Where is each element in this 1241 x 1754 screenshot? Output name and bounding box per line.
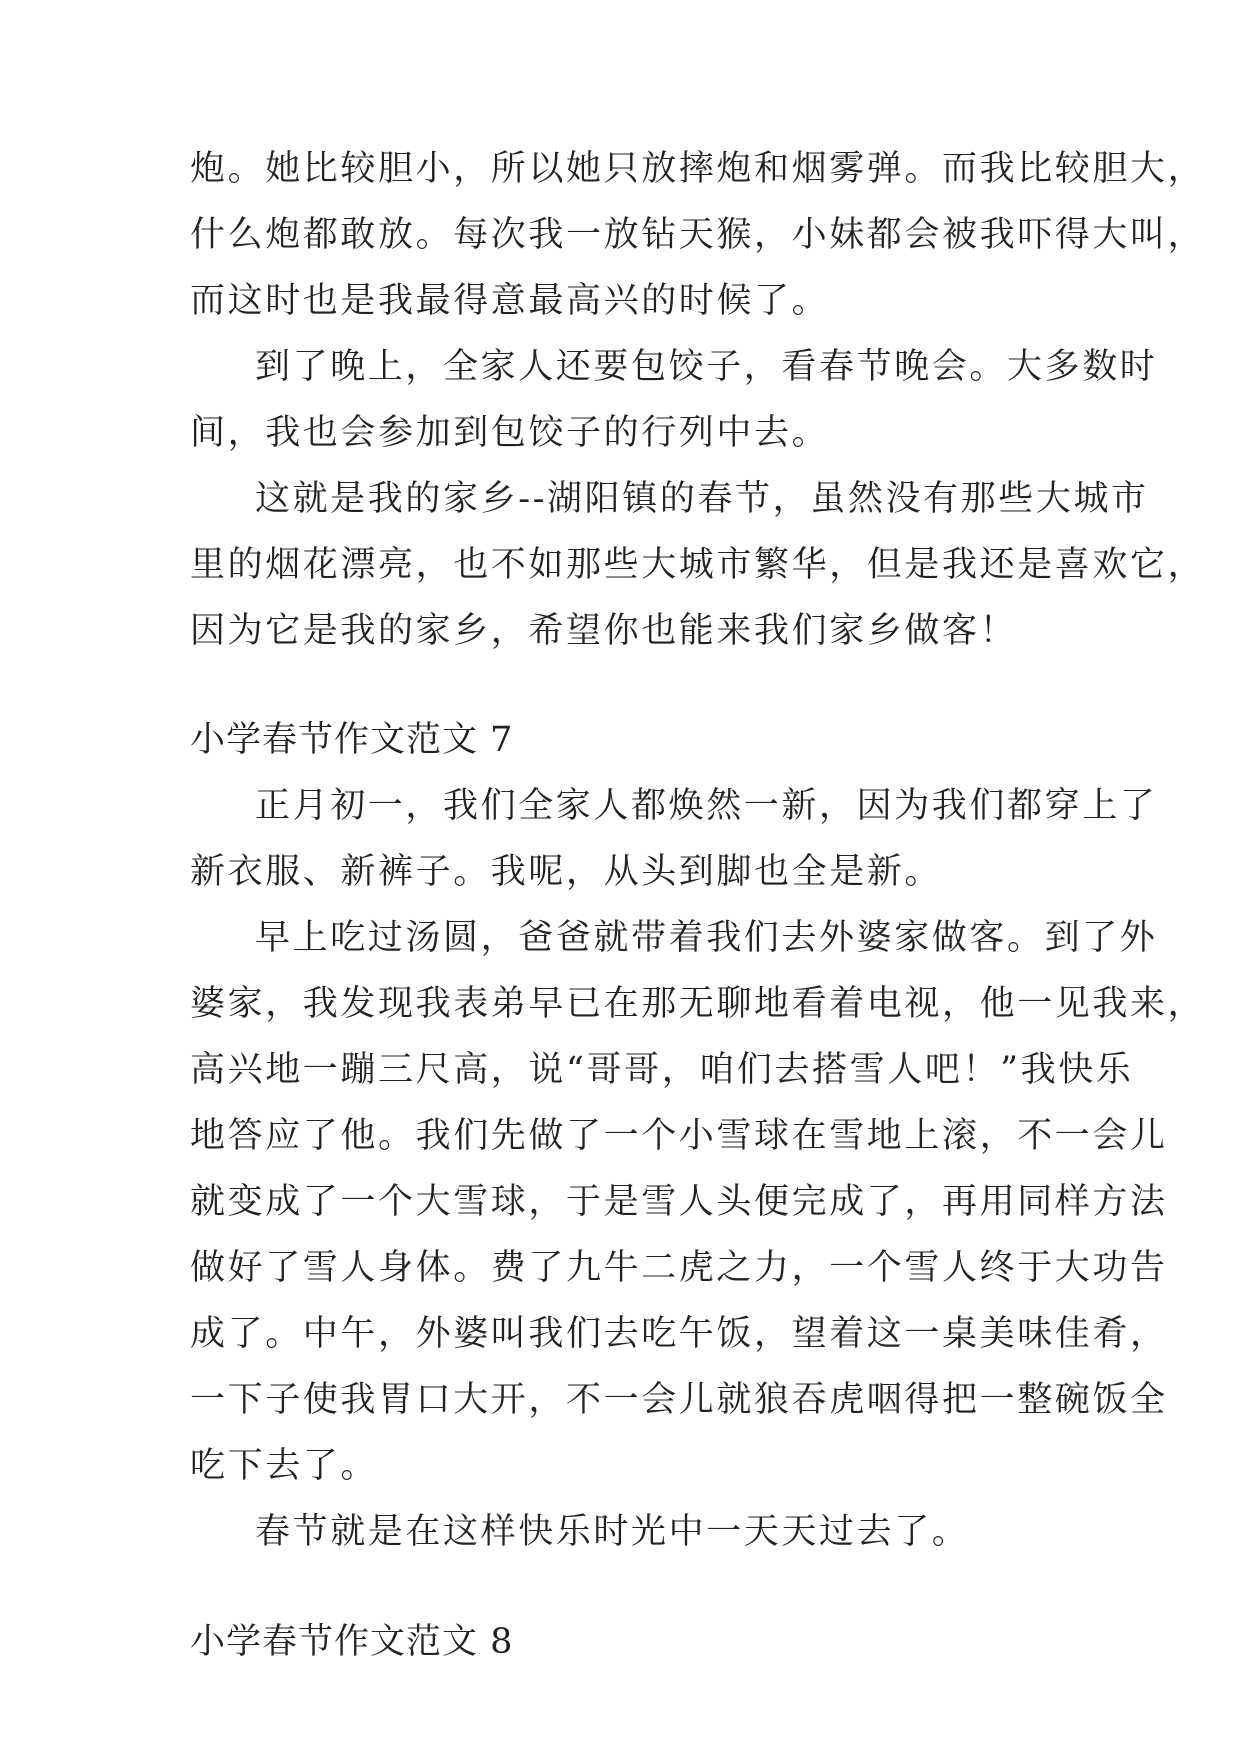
text-line: 就变成了一个大雪球，于是雪人头便完成了，再用同样方法: [190, 1182, 1168, 1222]
paragraph-first-line: 早上吃过汤圆，爸爸就带着我们去外婆家做客。到了外: [255, 918, 1158, 958]
text-line: 地答应了他。我们先做了一个小雪球在雪地上滚，不一会儿: [190, 1116, 1168, 1156]
text-line: 一下子使我胃口大开，不一会儿就狼吞虎咽得把一整碗饭全: [190, 1380, 1168, 1420]
text-line: 里的烟花漂亮，也不如那些大城市繁华，但是我还是喜欢它，: [190, 545, 1206, 585]
text-line: 什么炮都敢放。每次我一放钻天猴，小妹都会被我吓得大叫，: [190, 215, 1206, 255]
text-line: 做好了雪人身体。费了九牛二虎之力，一个雪人终于大功告: [190, 1248, 1168, 1288]
text-line: 而这时也是我最得意最高兴的时候了。: [190, 281, 830, 321]
text-line: 炮。她比较胆小，所以她只放摔炮和烟雾弹。而我比较胆大，: [190, 149, 1206, 189]
text-line: 高兴地一蹦三尺高，说“哥哥，咱们去搭雪人吧！”我快乐: [190, 1050, 1134, 1090]
section-heading: 小学春节作文范文 8: [190, 1622, 514, 1662]
paragraph-first-line: 正月初一，我们全家人都焕然一新，因为我们都穿上了: [255, 786, 1158, 826]
text-line: 成了。中午，外婆叫我们去吃午饭，望着这一桌美味佳肴，: [190, 1314, 1168, 1354]
section-heading: 小学春节作文范文 7: [190, 720, 514, 760]
paragraph-first-line: 到了晚上，全家人还要包饺子，看春节晚会。大多数时: [255, 347, 1158, 387]
text-line: 吃下去了。: [190, 1446, 379, 1486]
paragraph-first-line: 春节就是在这样快乐时光中一天天过去了。: [255, 1512, 970, 1552]
text-line: 因为它是我的家乡，希望你也能来我们家乡做客！: [190, 611, 1018, 651]
text-line: 间，我也会参加到包饺子的行列中去。: [190, 413, 830, 453]
paragraph-first-line: 这就是我的家乡--湖阳镇的春节，虽然没有那些大城市: [255, 479, 1149, 519]
text-line: 新衣服、新裤子。我呢，从头到脚也全是新。: [190, 852, 943, 892]
text-line: 婆家，我发现我表弟早已在那无聊地看着电视，他一见我来，: [190, 984, 1206, 1024]
